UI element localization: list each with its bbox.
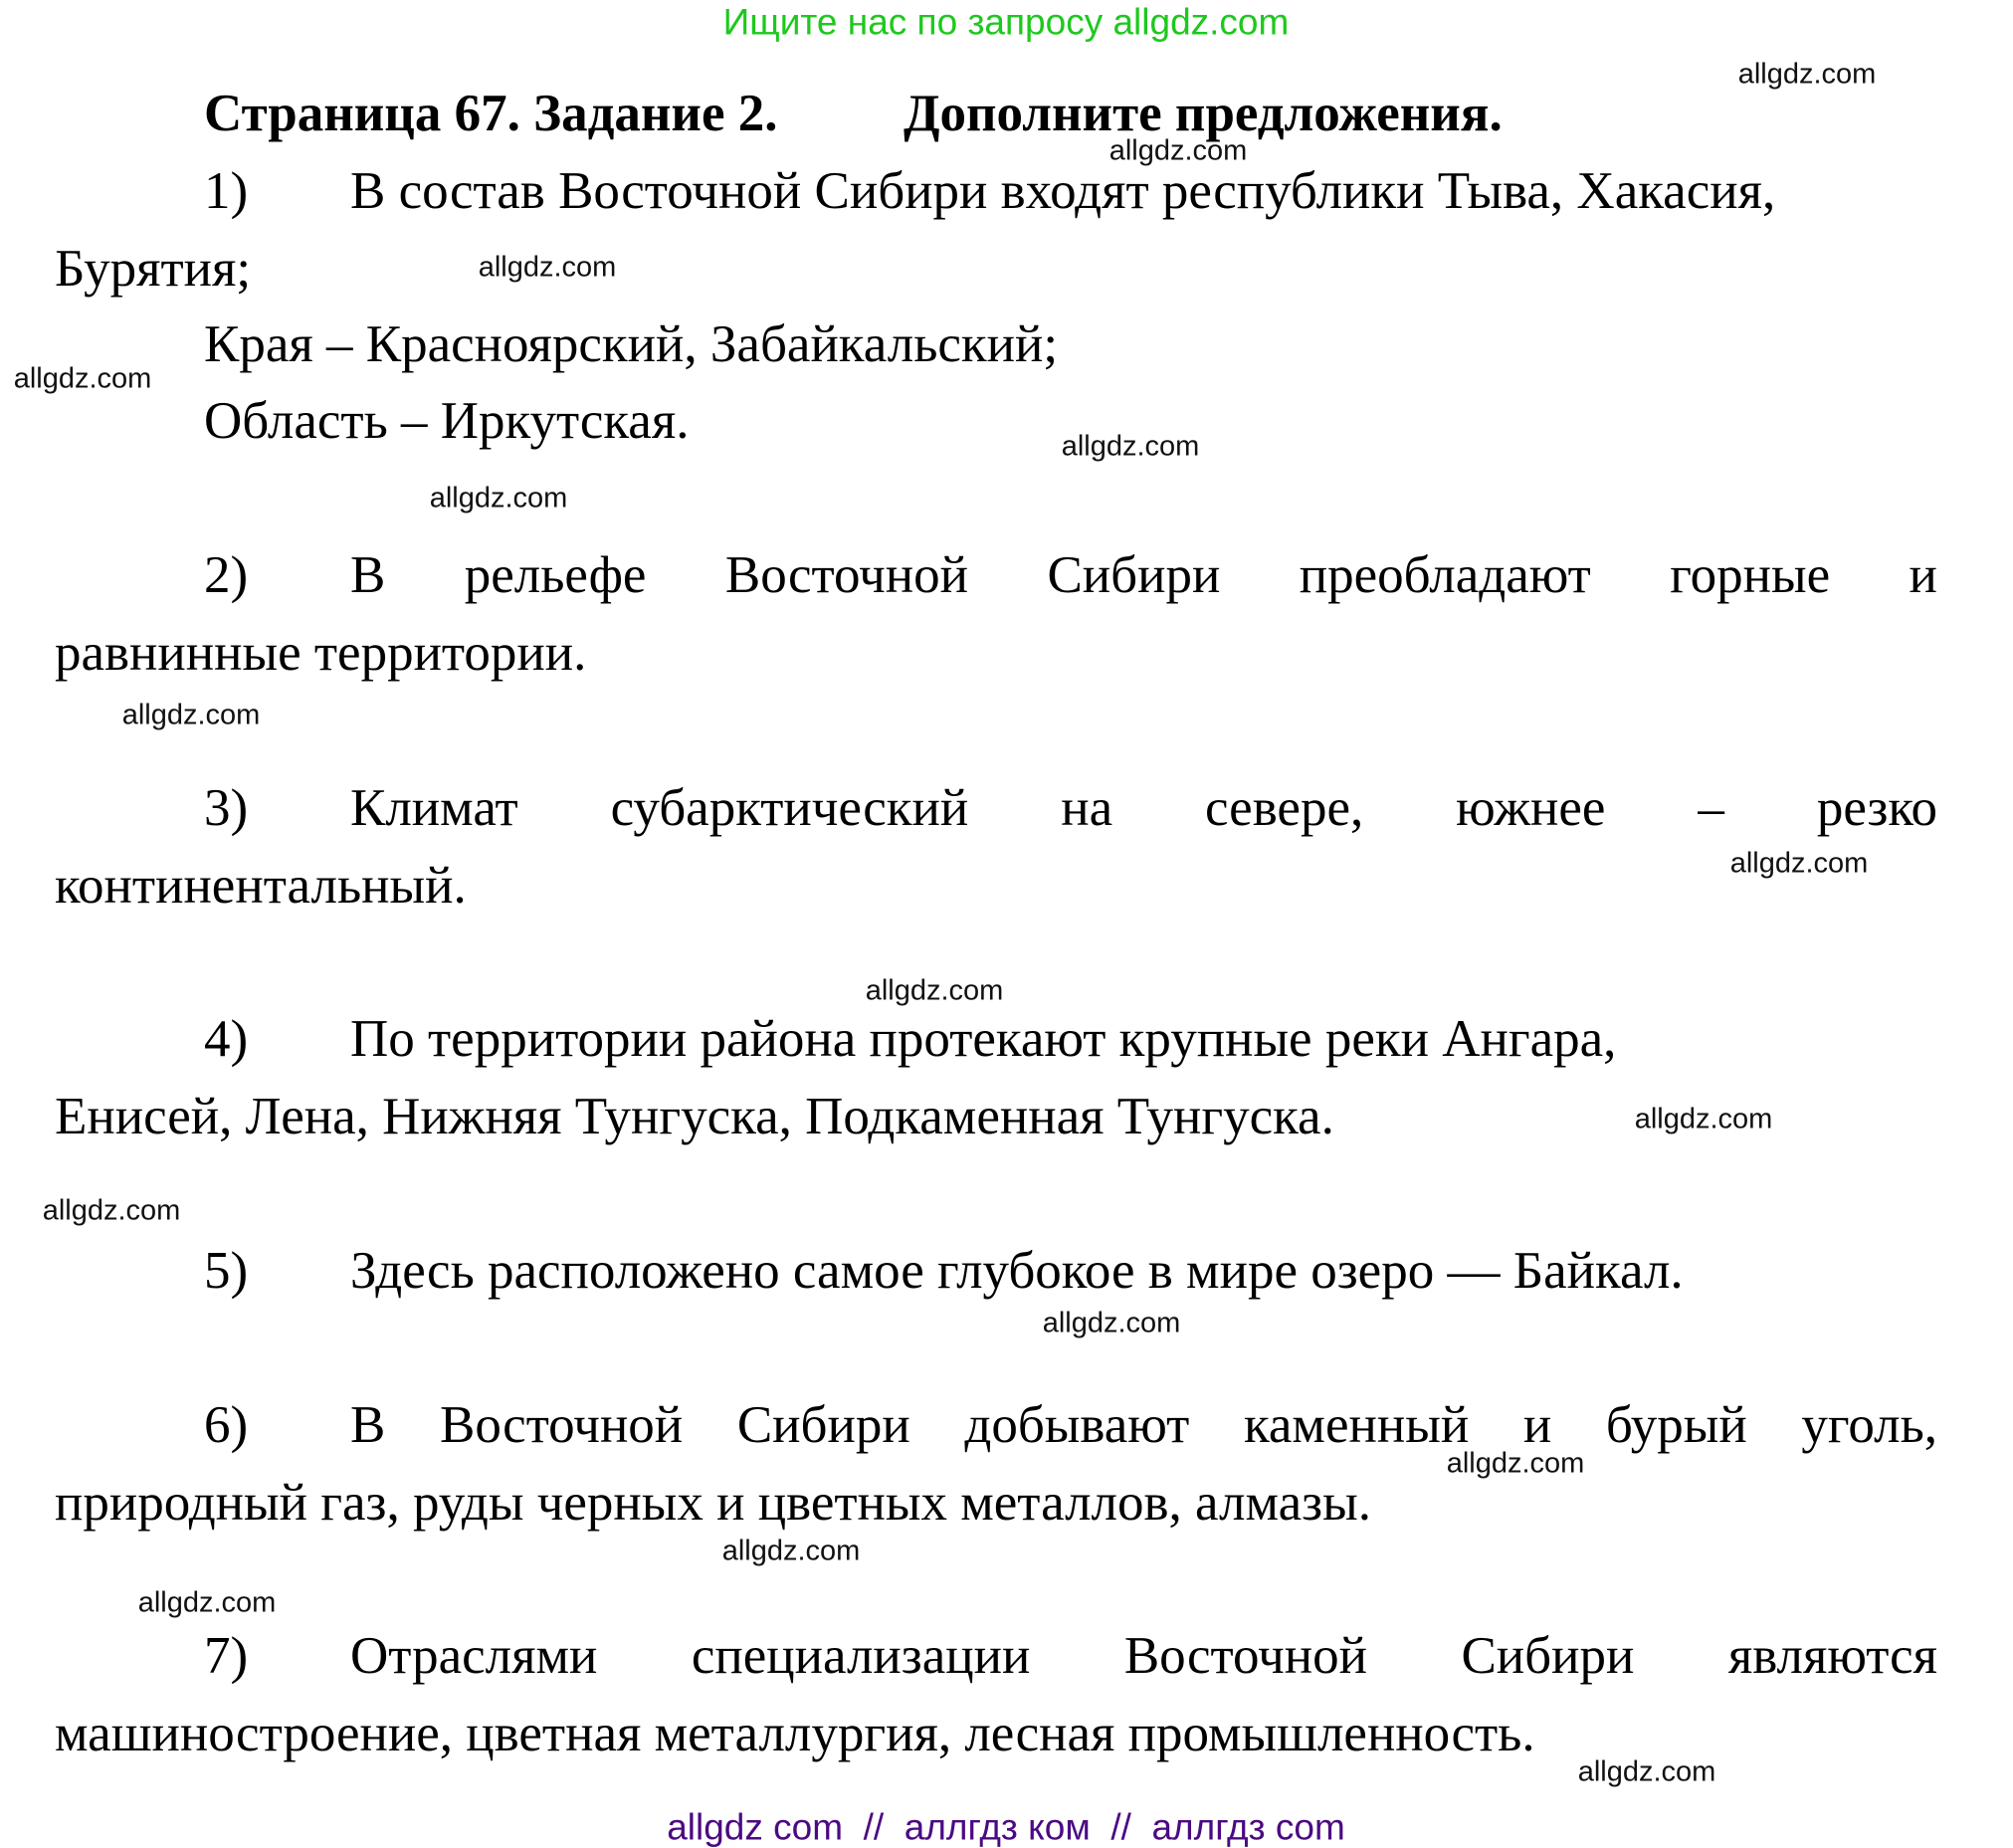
item-number: 7) — [204, 1627, 249, 1685]
word: Восточной — [440, 1396, 684, 1454]
word: каменный — [1243, 1396, 1470, 1454]
item-1-first-line — [204, 162, 1937, 220]
item-1-line-2: Бурятия; — [55, 240, 252, 298]
watermark: allgdz.com — [13, 362, 152, 395]
item-text: Здесь расположено самое глубокое в мире озеро — Байкал. — [350, 1242, 1684, 1300]
item-number: 2) — [204, 546, 249, 604]
promo-banner[interactable]: Ищите нас по запросу allgdz.com — [722, 1, 1290, 43]
item-number: 4) — [204, 1010, 249, 1068]
item-7-continuation: машиностроение, цветная металлургия, лесная промышленность. — [55, 1705, 1535, 1762]
item-1-line-3: Края – Красноярский, Забайкальский; — [204, 315, 1059, 373]
item-text — [350, 1396, 1937, 1454]
item-number: 3) — [204, 779, 249, 837]
item-6-continuation: природный газ, руды черных и цветных металлов, алмазы. — [55, 1474, 1371, 1532]
item-text: По территории района протекают крупные реки Ангара, — [350, 1010, 1617, 1068]
item-4-continuation: Енисей, Лена, Нижняя Тунгуска, Подкаменная Тунгуска. — [55, 1088, 1334, 1145]
word: на — [1061, 779, 1113, 837]
title-right: Дополните предложения. — [903, 85, 1503, 142]
item-6-first-line — [204, 1396, 1937, 1454]
word: и — [1522, 1396, 1552, 1454]
watermark: allgdz.com — [1577, 1755, 1716, 1788]
word: Восточной — [724, 546, 969, 604]
watermark: allgdz.com — [42, 1194, 181, 1227]
word: Восточной — [1123, 1627, 1367, 1685]
word: бурый — [1605, 1396, 1747, 1454]
watermark: allgdz.com — [1634, 1103, 1773, 1135]
page-title — [204, 85, 1503, 142]
item-text: В состав Восточной Сибири входят республики Тыва, Хакасия, — [350, 162, 1776, 220]
watermark: allgdz.com — [1061, 430, 1200, 463]
item-number: 1) — [204, 162, 249, 220]
word: горные — [1670, 546, 1831, 604]
word: Отраслями — [350, 1627, 598, 1685]
watermark: allgdz.com — [137, 1586, 277, 1619]
watermark: allgdz.com — [121, 699, 261, 731]
word: являются — [1727, 1627, 1937, 1685]
word: Климат — [350, 779, 518, 837]
word: южнее — [1456, 779, 1606, 837]
word: добывают — [964, 1396, 1190, 1454]
item-text — [350, 546, 1937, 604]
word: уголь, — [1801, 1396, 1937, 1454]
word: резко — [1816, 779, 1937, 837]
item-7-first-line — [204, 1627, 1937, 1685]
word: рельефе — [464, 546, 647, 604]
word: Сибири — [736, 1396, 910, 1454]
watermark: allgdz.com — [1108, 134, 1248, 167]
item-2-first-line — [204, 546, 1937, 604]
word: В — [350, 546, 386, 604]
item-number: 6) — [204, 1396, 249, 1454]
watermark: allgdz.com — [1446, 1447, 1585, 1480]
item-3-first-line — [204, 779, 1937, 837]
title-left: Страница 67. Задание 2. — [204, 85, 778, 142]
word: специализации — [691, 1627, 1031, 1685]
footer-links[interactable]: allgdz com // аллгдз ком // аллгдз com — [667, 1806, 1345, 1848]
item-5-first-line — [204, 1242, 1684, 1300]
word: и — [1909, 546, 1937, 604]
word: – — [1698, 779, 1724, 837]
word: субарктический — [610, 779, 969, 837]
word: преобладают — [1299, 546, 1591, 604]
word: Сибири — [1461, 1627, 1635, 1685]
item-4-first-line — [204, 1010, 1617, 1068]
word: севере, — [1205, 779, 1364, 837]
word: Сибири — [1047, 546, 1221, 604]
watermark: allgdz.com — [865, 974, 1004, 1007]
watermark: allgdz.com — [1042, 1307, 1181, 1339]
item-3-continuation: континентальный. — [55, 857, 467, 915]
item-1-line-4: Область – Иркутская. — [204, 392, 690, 450]
watermark: allgdz.com — [1737, 58, 1877, 91]
word: В — [350, 1396, 386, 1454]
item-text — [350, 1627, 1937, 1685]
item-text — [350, 779, 1937, 837]
item-2-continuation: равнинные территории. — [55, 624, 587, 682]
watermark: allgdz.com — [721, 1535, 861, 1567]
watermark: allgdz.com — [429, 482, 568, 514]
watermark: allgdz.com — [478, 251, 617, 284]
watermark: allgdz.com — [1729, 847, 1869, 880]
item-number: 5) — [204, 1242, 249, 1300]
